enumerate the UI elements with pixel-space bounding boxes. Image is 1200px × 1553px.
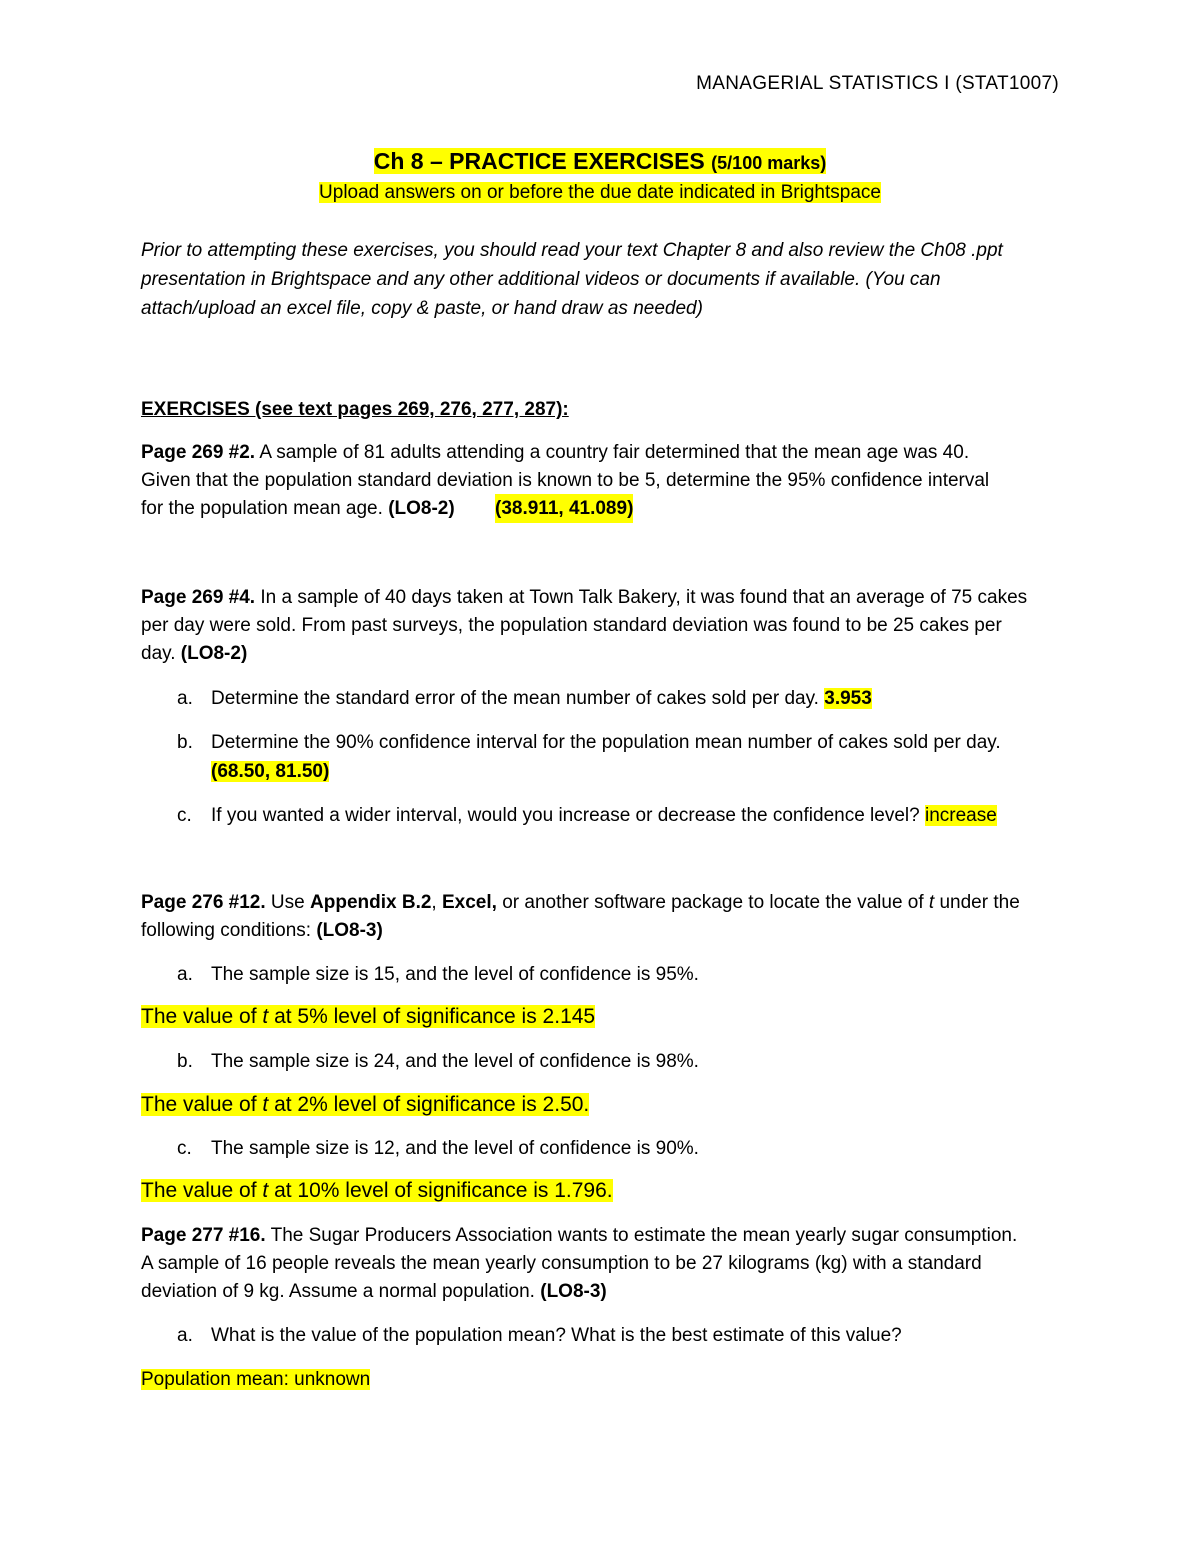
- title-marks: (5/100 marks): [711, 153, 827, 173]
- q4-a-label: a.: [177, 1325, 193, 1346]
- q1-line-2: Given that the population standard deviation is known to be 5, determine the 95% confidence interval: [141, 470, 990, 491]
- q4-a-answer: Population mean: unknown: [141, 1369, 371, 1390]
- q2-c-answer: increase: [924, 805, 997, 826]
- q4-a-answer-row: [141, 1365, 370, 1394]
- q2-line-2: per day were sold. From past surveys, the population standard deviation was found to be 25 cakes per: [141, 615, 1002, 636]
- q4-lo: (LO8-3): [540, 1281, 607, 1302]
- due-date-notice: [0, 178, 1200, 207]
- title-main: Ch 8 – PRACTICE EXERCISES: [373, 148, 712, 174]
- q1-ref: Page 269 #2.: [141, 442, 256, 463]
- q4-line-1: Page 277 #16. The Sugar Producers Association wants to estimate the mean yearly sugar consumption.: [141, 1225, 1018, 1246]
- q2-b-text: Determine the 90% confidence interval for the population mean number of cakes sold per day.: [211, 732, 1001, 753]
- q3-c-text: The sample size is 12, and the level of confidence is 90%.: [211, 1138, 699, 1159]
- q2-line-1: Page 269 #4. In a sample of 40 days taken at Town Talk Bakery, it was found that an average of 75 cakes: [141, 587, 1028, 608]
- q2-line-3: day. (LO8-2): [141, 643, 248, 664]
- page-title: [0, 146, 1200, 178]
- q2-ref: Page 269 #4.: [141, 587, 256, 608]
- q2-lo: (LO8-2): [180, 643, 248, 664]
- q3-b-label: b.: [177, 1051, 193, 1072]
- q4-a-text: What is the value of the population mean? What is the best estimate of this value?: [211, 1325, 902, 1346]
- q4-ref: Page 277 #16.: [141, 1225, 266, 1246]
- q3-c-label: c.: [177, 1138, 192, 1159]
- q3-b-text: The sample size is 24, and the level of confidence is 98%.: [211, 1051, 699, 1072]
- q1-line-3: for the population mean age. (LO8-2): [141, 498, 455, 519]
- intro-line-3: attach/upload an excel file, copy & paste, or hand draw as needed): [141, 298, 703, 319]
- q4-line-2: A sample of 16 people reveals the mean yearly consumption to be 27 kilograms (kg) with a standard: [141, 1253, 982, 1274]
- q2-b-answer: (68.50, 81.50): [211, 761, 330, 782]
- due-date-text: Upload answers on or before the due date indicated in Brightspace: [319, 182, 881, 203]
- exercises-heading: EXERCISES (see text pages 269, 276, 277, 287):: [141, 399, 569, 420]
- q3-c-answer: The value of t at 10% level of significance is 1.796.: [141, 1179, 613, 1202]
- q3-b-answer: The value of t at 2% level of significance is 2.50.: [141, 1093, 590, 1116]
- document-header: MANAGERIAL STATISTICS I (STAT1007): [696, 73, 1059, 94]
- q3-a-label: a.: [177, 964, 193, 985]
- q1-answer: (38.911, 41.089): [495, 494, 633, 523]
- q2-b-answer-row: [211, 757, 329, 786]
- q3-ref: Page 276 #12.: [141, 892, 266, 913]
- q1-lo: (LO8-2): [388, 498, 455, 519]
- intro-line-1: Prior to attempting these exercises, you should read your text Chapter 8 and also review the Ch08 .ppt: [141, 240, 1003, 261]
- q3-a-answer: The value of t at 5% level of significance is 2.145: [141, 1005, 596, 1028]
- intro-line-2: presentation in Brightspace and any other additional videos or documents if available. (You can: [141, 269, 941, 290]
- q2-c-label: c.: [177, 805, 192, 826]
- q2-a-label: a.: [177, 688, 193, 709]
- q3-line-1: Page 276 #12. Use Appendix B.2, Excel, or another software package to locate the value of t under the: [141, 892, 1020, 913]
- q2-b-label: b.: [177, 732, 193, 753]
- q4-line-3: deviation of 9 kg. Assume a normal population. (LO8-3): [141, 1281, 607, 1302]
- q3-line-2: following conditions: (LO8-3): [141, 920, 383, 941]
- q2-a-text: Determine the standard error of the mean number of cakes sold per day. 3.953: [211, 688, 872, 709]
- q3-lo: (LO8-3): [316, 920, 383, 941]
- q2-a-answer: 3.953: [824, 688, 872, 709]
- q1-line-1: Page 269 #2. A sample of 81 adults attending a country fair determined that the mean age was 40.: [141, 442, 970, 463]
- q2-c-text: If you wanted a wider interval, would you increase or decrease the confidence level? increase: [211, 805, 997, 826]
- q3-a-text: The sample size is 15, and the level of confidence is 95%.: [211, 964, 699, 985]
